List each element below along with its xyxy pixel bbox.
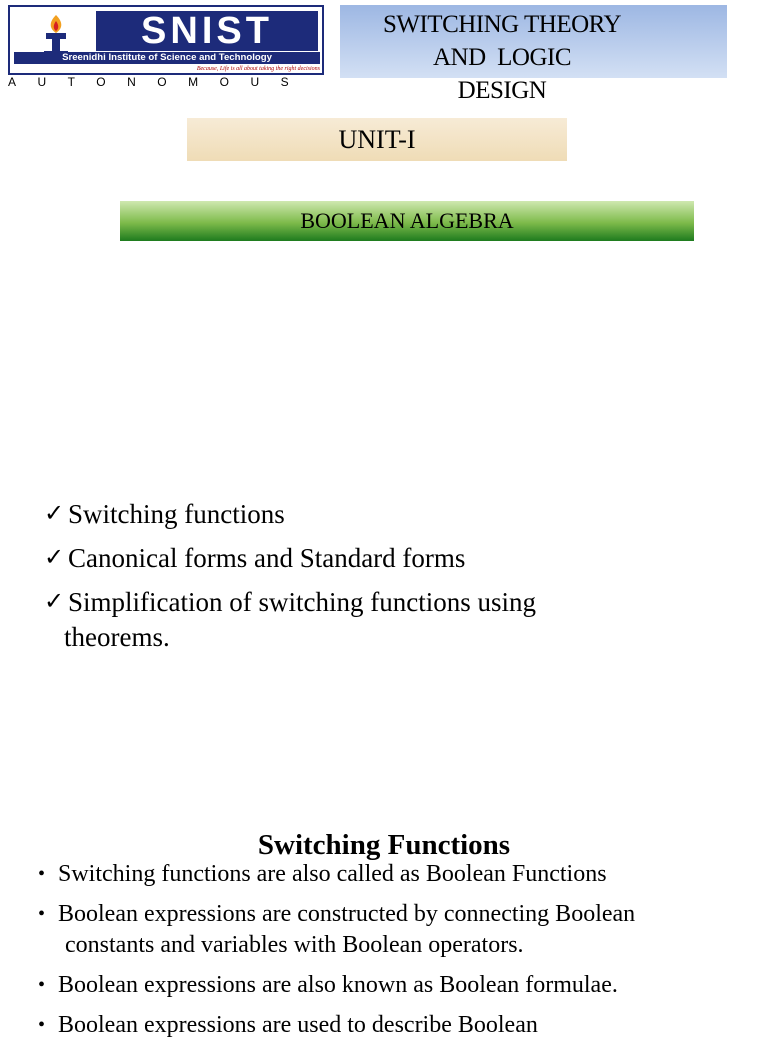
- bullet-text: Boolean expressions are used to describe Boolean: [58, 1012, 538, 1038]
- checkmark-icon: ✓: [44, 545, 65, 571]
- logo-tagline: Because, Life is all about taking the right decisions: [196, 66, 320, 72]
- topic-list: [44, 497, 744, 664]
- topic-item: [44, 585, 744, 655]
- bullet-icon: •: [38, 863, 46, 885]
- topic-text: Simplification of switching functions using: [68, 587, 536, 617]
- bullet-item: [38, 1010, 738, 1041]
- logo-wordmark: SNIST: [96, 11, 318, 51]
- bullet-icon: •: [38, 974, 46, 996]
- logo-autonomous: AUTONOMOUS: [8, 75, 311, 89]
- course-title-line-1: SWITCHING THEORY: [382, 11, 622, 38]
- course-title: [340, 8, 664, 107]
- topic-item: [44, 497, 744, 532]
- topic-item: [44, 541, 744, 576]
- topic-text: Canonical forms and Standard forms: [68, 543, 466, 573]
- checkmark-icon: ✓: [44, 589, 65, 615]
- section-banner: BOOLEAN ALGEBRA: [120, 201, 694, 241]
- bullet-list: [38, 859, 738, 1050]
- course-title-line-2: AND LOGIC: [432, 44, 572, 71]
- bullet-item: [38, 899, 738, 961]
- logo-institute-name: Sreenidhi Institute of Science and Technology: [14, 52, 320, 64]
- course-title-line-3: DESIGN: [457, 77, 547, 104]
- institute-logo: [8, 5, 324, 75]
- unit-banner: UNIT-I: [187, 118, 567, 161]
- torch-icon: [22, 13, 90, 57]
- bullet-text: Boolean expressions are also known as Boolean formulae.: [58, 972, 618, 998]
- bullet-text: Switching functions are also called as Boolean Functions: [58, 861, 607, 887]
- bullet-item: [38, 859, 738, 890]
- checkmark-icon: ✓: [44, 501, 65, 527]
- bullet-icon: •: [38, 903, 46, 925]
- bullet-icon: •: [38, 1014, 46, 1036]
- slide-title: Switching Functions: [257, 829, 511, 861]
- topic-text-continuation: theorems.: [64, 622, 170, 652]
- bullet-text: Boolean expressions are constructed by connecting Boolean: [58, 901, 636, 927]
- bullet-text-continuation: constants and variables with Boolean operators.: [65, 932, 524, 958]
- bullet-item: [38, 970, 738, 1001]
- topic-text: Switching functions: [68, 499, 285, 529]
